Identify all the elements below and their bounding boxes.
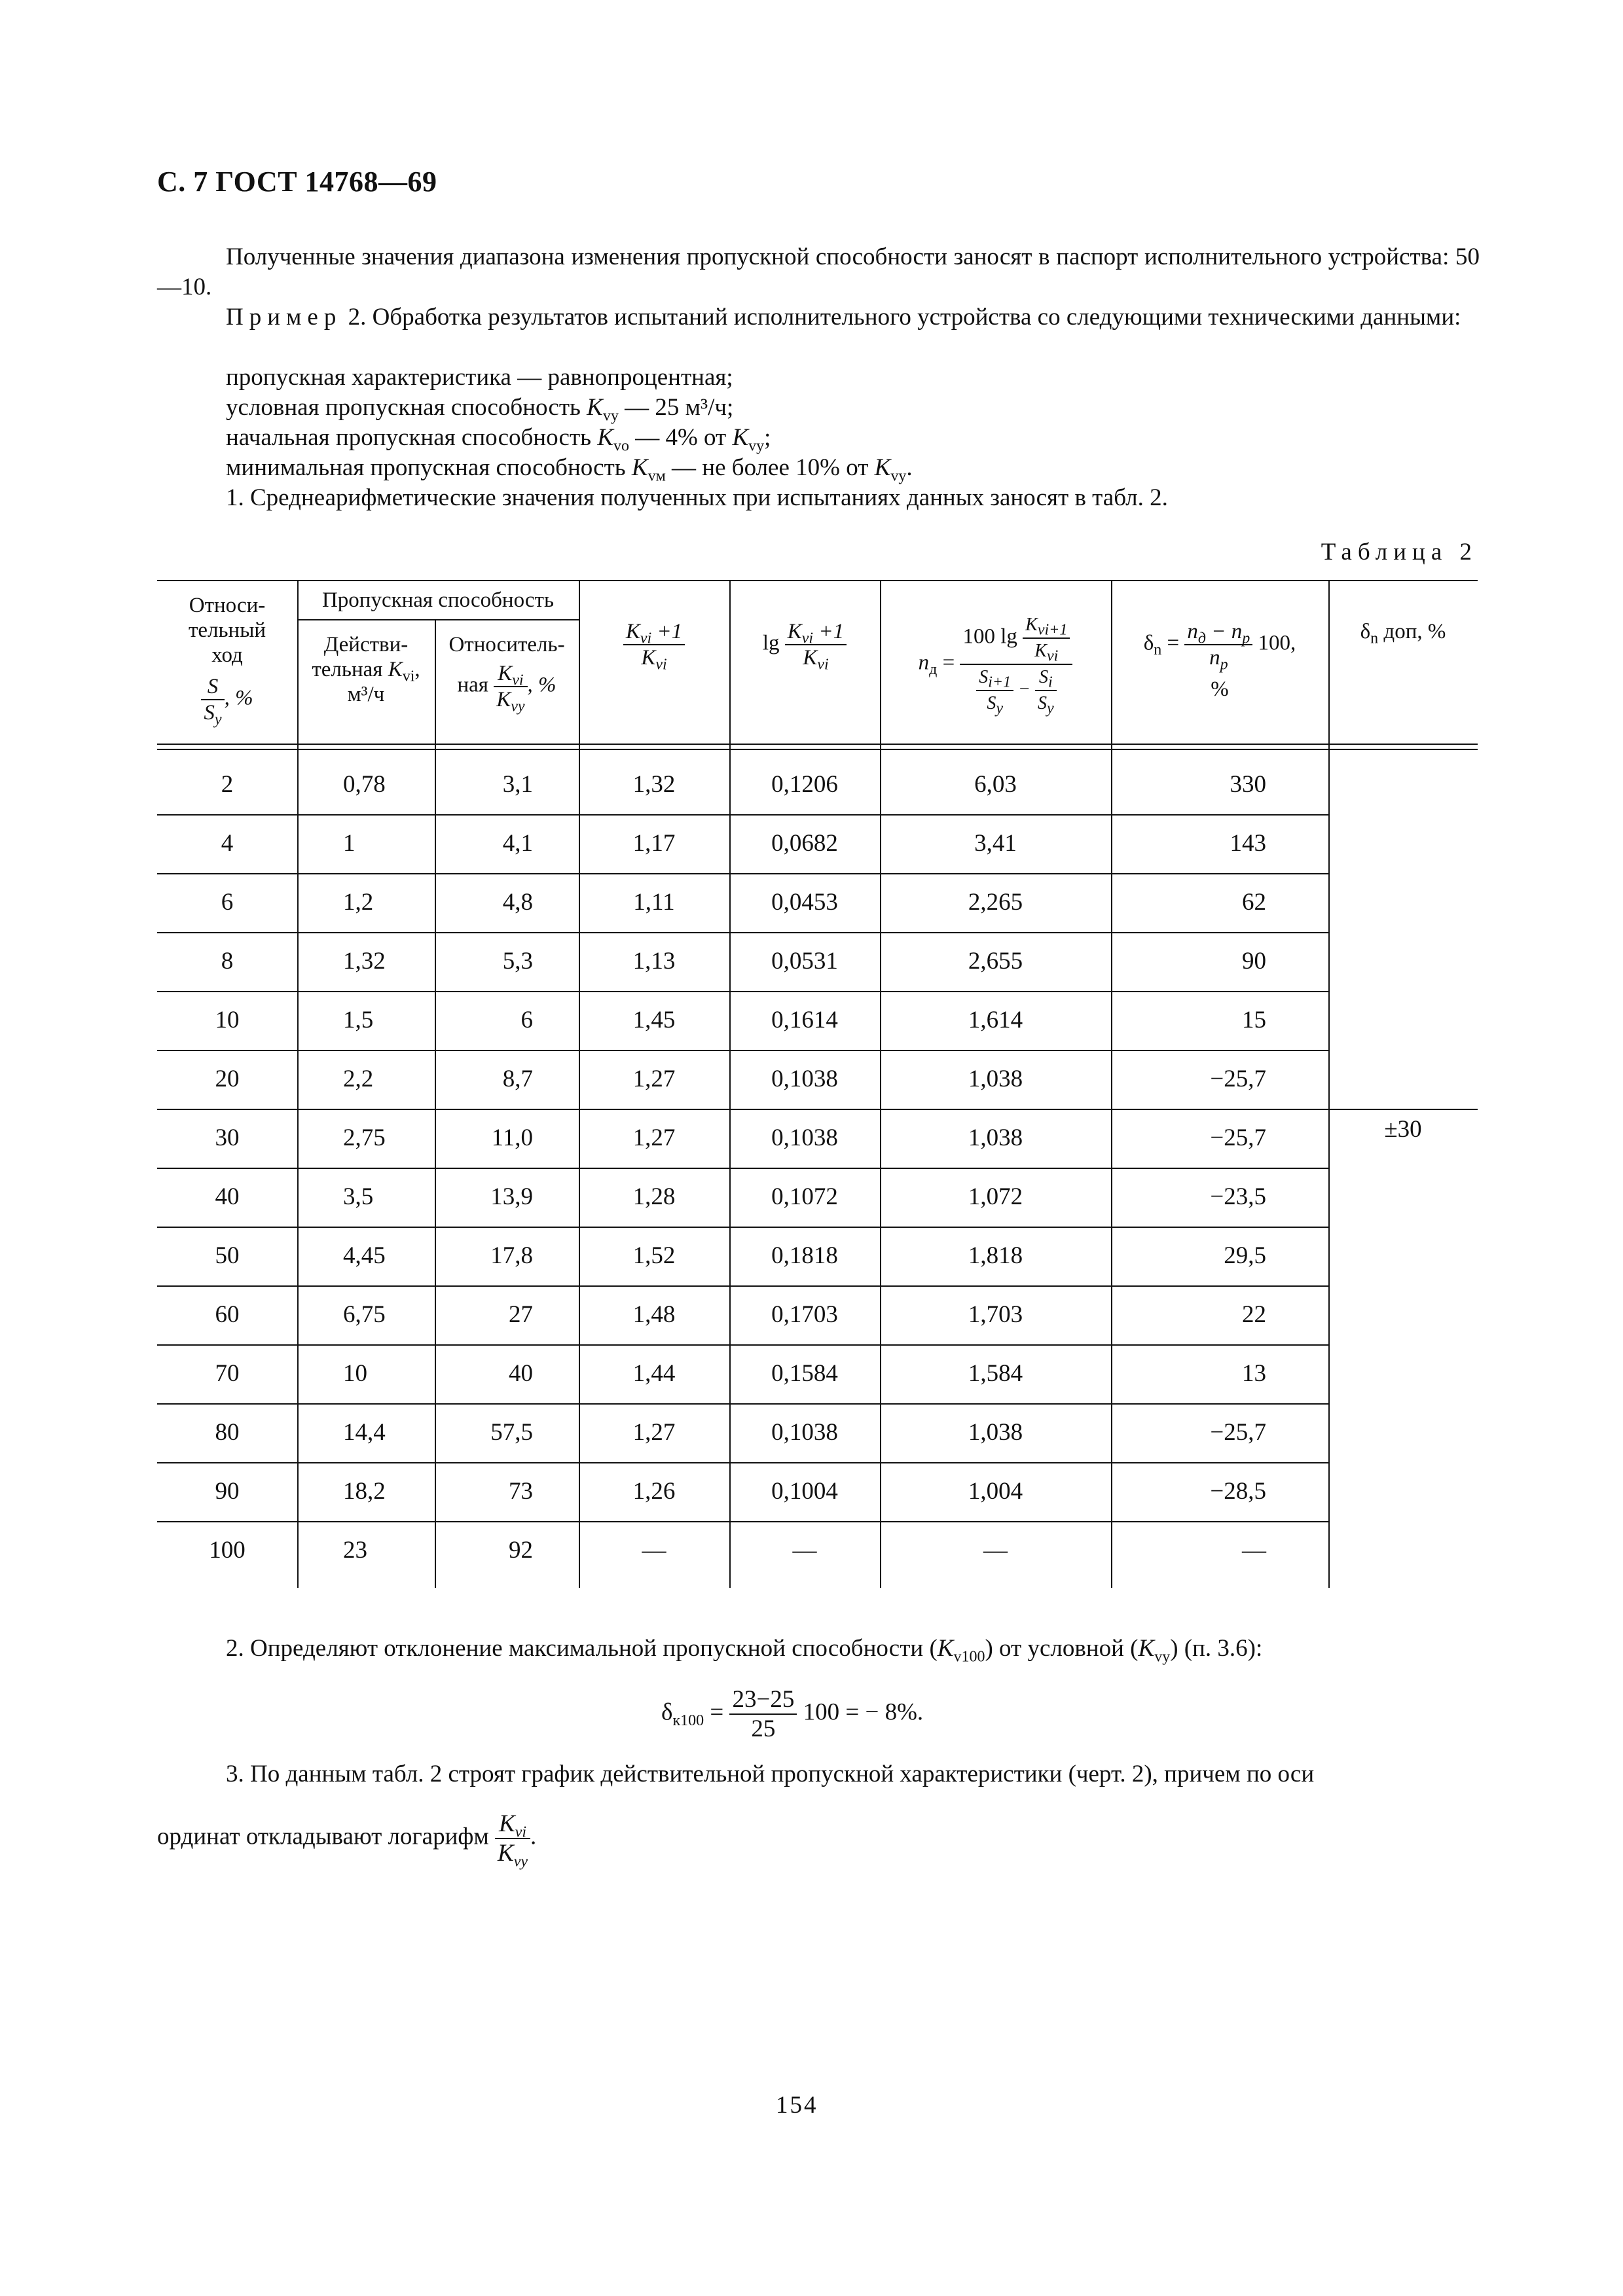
cell-actual: 1,5 <box>343 1007 374 1033</box>
cell-log: 0,0453 <box>771 889 838 916</box>
cell-n-d: 1,614 <box>968 1007 1023 1033</box>
cell-ratio: 1,28 <box>632 1183 676 1210</box>
cell-relative: 73 <box>509 1478 533 1505</box>
formula-sub: р <box>1220 656 1228 673</box>
cell-relative: 8,7 <box>502 1066 533 1092</box>
formula-var: S <box>1038 667 1048 687</box>
frac-num <box>976 665 1013 691</box>
item-3-text: 3. По данным табл. 2 строят график действительной пропускной характеристики (черт. 2), причем по оси <box>226 1761 1315 1787</box>
symbol-k: K <box>803 646 818 670</box>
cell-actual: 2,2 <box>343 1066 374 1092</box>
cell-relative: 17,8 <box>490 1242 533 1269</box>
cell-log: 0,1004 <box>771 1478 838 1505</box>
cell-delta: −23,5 <box>1210 1183 1266 1210</box>
cell-stroke: 40 <box>215 1183 240 1210</box>
frac-num <box>1035 665 1057 691</box>
cell-log: — <box>792 1537 817 1564</box>
cell-log: 0,0682 <box>771 830 838 857</box>
item-2 <box>157 1634 1480 1664</box>
cell-delta: −25,7 <box>1210 1066 1266 1092</box>
cell-ratio: 1,45 <box>632 1007 676 1033</box>
frac-den <box>494 687 527 715</box>
cell-stroke: 6 <box>221 889 234 916</box>
formula-var: n <box>1187 620 1198 643</box>
frac-num <box>785 619 847 645</box>
stroke-fraction <box>201 674 224 728</box>
cell-stroke: 70 <box>215 1360 240 1387</box>
formula-fraction <box>729 1685 797 1743</box>
example-text: 2. Обработка результатов испытаний исполнительного устройства со следующими техническими данными: <box>342 304 1461 331</box>
header-relative-stroke <box>157 593 297 728</box>
formula-eq: = <box>710 1698 724 1726</box>
cell-ratio: 1,13 <box>632 948 676 975</box>
row-rule <box>157 1109 1478 1110</box>
symbol-sub: vy <box>1154 1648 1171 1666</box>
k-fraction <box>495 1810 530 1871</box>
cell-log: 0,1703 <box>771 1301 838 1328</box>
punct: . <box>906 454 913 481</box>
cell-delta: −28,5 <box>1210 1478 1266 1505</box>
cell-log: 0,1038 <box>771 1124 838 1151</box>
cell-stroke: 2 <box>221 771 234 798</box>
cell-stroke: 50 <box>215 1242 240 1269</box>
header-text: тельный <box>188 619 266 642</box>
cell-actual: 6,75 <box>343 1301 386 1328</box>
cell-ratio: — <box>642 1537 666 1564</box>
formula-sub: i+1 <box>988 673 1012 691</box>
symbol-sub: v100 <box>953 1648 985 1666</box>
symbol-k: K <box>498 1840 514 1867</box>
symbol-k: K <box>641 646 656 670</box>
cell-relative: 57,5 <box>490 1419 533 1446</box>
symbol-k: K <box>937 1635 954 1662</box>
spec-line-4 <box>226 453 913 483</box>
cell-relative: 4,8 <box>502 889 533 916</box>
row-rule <box>157 1050 1328 1051</box>
symbol-k: K <box>1138 1635 1155 1662</box>
cell-relative: 11,0 <box>491 1124 533 1151</box>
formula-sub: n <box>1154 641 1162 659</box>
frac-num <box>623 619 685 645</box>
symbol-k: K <box>874 454 891 481</box>
formula-var: δ <box>1143 631 1154 655</box>
punct: ; <box>764 424 771 451</box>
frac-den <box>201 700 224 728</box>
formula-var: δ <box>661 1698 673 1726</box>
symbol-k: K <box>587 394 603 421</box>
cell-n-d: 1,703 <box>968 1301 1023 1328</box>
cell-n-d: 1,038 <box>968 1419 1023 1446</box>
frac-rest: +1 <box>651 620 683 643</box>
header-text-line <box>435 661 579 715</box>
spec-4-value: — не более 10% от <box>665 454 875 481</box>
header-delta-allowed <box>1328 619 1478 647</box>
cell-actual: 0,78 <box>343 771 386 798</box>
formula-sub: n <box>1370 630 1379 647</box>
cell-stroke: 90 <box>215 1478 240 1505</box>
row-rule <box>157 873 1328 874</box>
cell-actual: 14,4 <box>343 1419 386 1446</box>
cell-actual: 10 <box>343 1360 367 1387</box>
spec-2-value: — 25 м³/ч; <box>618 394 734 421</box>
delta-fraction <box>1184 619 1252 673</box>
symbol-sub: vi+1 <box>1037 621 1068 639</box>
table-caption: Таблица 2 <box>1321 539 1478 565</box>
symbol-sub: vy <box>748 437 765 455</box>
formula-sub: y <box>1046 700 1054 717</box>
cell-ratio: 1,44 <box>632 1360 676 1387</box>
frac-den <box>495 1839 530 1871</box>
symbol-sub: vi <box>655 656 667 673</box>
cell-log: 0,1584 <box>771 1360 838 1387</box>
cell-n-d: 1,004 <box>968 1478 1023 1505</box>
frac-num <box>494 661 527 687</box>
formula-var: S <box>979 667 989 687</box>
frac-num <box>495 1810 530 1839</box>
symbol-k: K <box>732 424 749 451</box>
frac-den-sub: y <box>214 711 222 728</box>
spec-line-1: пропускная характеристика — равнопроцентная; <box>226 364 733 391</box>
item-1: 1. Среднеарифметические значения полученных при испытаниях данных заносят в табл. 2. <box>226 484 1168 511</box>
cell-stroke: 80 <box>215 1419 240 1446</box>
frac-den: 25 <box>751 1715 776 1742</box>
frac-num <box>1023 613 1070 639</box>
formula-sub: д <box>1197 630 1207 647</box>
symbol-sub: vм <box>647 467 666 485</box>
item-2-text: ) (п. 3.6): <box>1170 1635 1263 1662</box>
cell-stroke: 4 <box>221 830 234 857</box>
symbol-sub: vi <box>640 630 652 647</box>
symbol-k: K <box>1034 641 1047 661</box>
cell-relative: 92 <box>509 1537 533 1564</box>
cell-actual: 4,45 <box>343 1242 386 1269</box>
cell-ratio: 1,17 <box>632 830 676 857</box>
spec-3-value: — 4% от <box>629 424 733 451</box>
header-text: м³/ч <box>347 683 385 706</box>
header-fraction-wrap <box>157 674 297 728</box>
cell-ratio: 1,52 <box>632 1242 676 1269</box>
lg-text: lg <box>762 631 780 655</box>
header-text-line: тельная $K_{vi}$, <box>312 658 420 685</box>
frac-den <box>623 645 685 673</box>
cell-stroke: 100 <box>209 1537 246 1564</box>
frac-num: $n_д - n_р$ <box>1184 619 1252 645</box>
symbol-k: K <box>499 1810 515 1837</box>
formula-var: δ <box>1360 620 1371 643</box>
header-capacity-group: Пропускная способность <box>321 588 555 612</box>
page-header: С. 7 ГОСТ 14768—69 <box>157 166 437 198</box>
cell-n-d: 2,265 <box>968 889 1023 916</box>
header-text: Действи- <box>323 633 409 656</box>
row-rule <box>157 1227 1328 1228</box>
cell-log: 0,0531 <box>771 948 838 975</box>
col-rule <box>1328 580 1330 1588</box>
symbol-sub: vy <box>602 407 619 425</box>
header-text: ная <box>457 673 488 697</box>
header-relative-capacity <box>435 632 579 715</box>
symbol-k: K <box>1025 615 1038 635</box>
frac-den <box>976 691 1013 716</box>
cell-actual: 18,2 <box>343 1478 386 1505</box>
spec-line-3 <box>226 423 771 453</box>
cell-relative: 6 <box>520 1007 533 1033</box>
symbol-sub: vo <box>613 437 629 455</box>
unit: , % <box>224 686 253 710</box>
item-2-text: 2. Определяют отклонение максимальной пропускной способности ( <box>226 1635 938 1662</box>
ratio-fraction <box>623 619 685 673</box>
cell-log: 0,1818 <box>771 1242 838 1269</box>
formula-var: n <box>918 651 930 675</box>
formula-sub: i <box>1048 673 1053 691</box>
row-rule <box>157 1344 1328 1346</box>
header-n-d-formula: $n_д$ = 100 lg $\frac{K_{vi+1}}{K_{vi}}$ $\frac{S_{i+1}}{S_y}$ − $\frac{S_i}{S_y}$ <box>880 613 1111 716</box>
cell-relative: 40 <box>509 1360 533 1387</box>
symbol-k: K <box>597 424 613 451</box>
page-number: 154 <box>776 2092 818 2119</box>
cell-log: 0,1614 <box>771 1007 838 1033</box>
cell-stroke: 20 <box>215 1066 240 1092</box>
header-text: доп, % <box>1378 620 1446 643</box>
frac-den <box>785 645 847 673</box>
frac-num: S <box>201 674 224 700</box>
cell-actual: 1,32 <box>343 948 386 975</box>
cell-ratio: 1,32 <box>632 771 676 798</box>
table-top-rule <box>157 580 1478 581</box>
formula-sub: р <box>1242 630 1250 647</box>
k-fraction <box>494 661 527 715</box>
cell-ratio: 1,27 <box>632 1124 676 1151</box>
cell-n-d: 1,072 <box>968 1183 1023 1210</box>
table-header-rule <box>157 744 1478 745</box>
unit: % <box>1211 677 1229 701</box>
cell-ratio: 1,26 <box>632 1478 676 1505</box>
row-rule <box>157 1285 1328 1287</box>
cell-n-d: 1,818 <box>968 1242 1023 1269</box>
row-rule <box>157 1521 1328 1522</box>
symbol-sub: vi <box>1046 647 1059 665</box>
paragraph-example <box>157 302 1480 332</box>
cell-delta: 330 <box>1230 771 1266 798</box>
cell-log: 0,1038 <box>771 1419 838 1446</box>
cell-delta: 90 <box>1242 948 1266 975</box>
symbol-sub: vi <box>515 1823 527 1841</box>
header-text: ход <box>211 643 243 667</box>
cell-n-d: 1,038 <box>968 1124 1023 1151</box>
table-group-rule <box>297 619 579 620</box>
symbol-k: K <box>388 658 403 681</box>
symbol-k: K <box>496 688 511 711</box>
paragraph-range-text: Полученные значения диапазона изменения пропускной способности заносят в паспорт исполнительного устройства: 50—10. <box>157 243 1480 300</box>
cell-stroke: 30 <box>215 1124 240 1151</box>
symbol-sub: vy <box>511 698 525 715</box>
n-d-fraction <box>960 613 1072 716</box>
cell-n-d: 6,03 <box>974 771 1017 798</box>
header-actual-capacity <box>297 632 435 707</box>
item-3-cont <box>157 1810 537 1871</box>
formula-var: n <box>1209 646 1220 670</box>
cell-relative: 5,3 <box>502 948 533 975</box>
row-rule <box>157 1403 1328 1405</box>
formula-text: 100 = − 8%. <box>803 1698 924 1726</box>
data-table <box>157 580 1478 1588</box>
item-3 <box>157 1759 1480 1789</box>
cell-actual: 3,5 <box>343 1183 374 1210</box>
cell-relative: 3,1 <box>502 771 533 798</box>
symbol-k: K <box>787 620 802 643</box>
paragraph-range <box>157 242 1480 302</box>
cell-delta: 29,5 <box>1224 1242 1266 1269</box>
cell-ratio: 1,48 <box>632 1301 676 1328</box>
formula-text: 100, <box>1258 631 1296 655</box>
formula-sub: д <box>929 661 938 679</box>
formula-var: S <box>1037 693 1047 713</box>
cell-delta: 15 <box>1242 1007 1266 1033</box>
row-rule <box>157 814 1328 816</box>
cell-relative: 4,1 <box>502 830 533 857</box>
cell-delta: 13 <box>1242 1360 1266 1387</box>
item-2-text: ) от условной ( <box>985 1635 1139 1662</box>
cell-actual: 23 <box>343 1537 367 1564</box>
cell-ratio: 1,27 <box>632 1419 676 1446</box>
cell-actual: 1,2 <box>343 889 374 916</box>
symbol-k: K <box>625 620 640 643</box>
cell-ratio: 1,11 <box>633 889 675 916</box>
symbol-k: K <box>631 454 648 481</box>
spec-3-label: начальная пропускная способность <box>226 424 598 451</box>
formula-var: n <box>1231 620 1243 643</box>
formula-var: S <box>987 693 996 713</box>
frac-rest: +1 <box>813 620 845 643</box>
cell-delta: −25,7 <box>1210 1419 1266 1446</box>
frac-num <box>960 613 1072 665</box>
row-rule <box>157 932 1328 933</box>
formula-text: 100 lg <box>962 624 1017 649</box>
row-rule <box>157 991 1328 992</box>
cell-actual: 2,75 <box>343 1124 386 1151</box>
cell-stroke: 8 <box>221 948 234 975</box>
row-rule <box>157 1462 1328 1463</box>
cell-delta: 22 <box>1242 1301 1266 1328</box>
frac-num: 23−25 <box>729 1685 797 1715</box>
ratio-fraction <box>785 619 847 673</box>
symbol-sub: vi <box>801 630 814 647</box>
symbol-k: K <box>498 662 513 685</box>
tolerance-value: ±30 <box>1384 1116 1422 1143</box>
spec-line-2 <box>226 393 733 423</box>
inner-fraction <box>1023 613 1070 664</box>
s-fraction <box>976 665 1013 716</box>
cell-stroke: 10 <box>215 1007 240 1033</box>
formula-sub: y <box>996 700 1003 717</box>
frac-den <box>1035 691 1057 716</box>
cell-n-d: 1,584 <box>968 1360 1023 1387</box>
formula-sub: к100 <box>672 1712 704 1729</box>
spec-2-label: условная пропускная способность <box>226 394 587 421</box>
cell-delta: — <box>1242 1537 1266 1564</box>
unit: , % <box>527 673 556 697</box>
cell-stroke: 60 <box>215 1301 240 1328</box>
cell-n-d: 3,41 <box>974 830 1017 857</box>
spec-4-label: минимальная пропускная способность <box>226 454 632 481</box>
s-fraction <box>1035 665 1057 716</box>
example-label: Пример <box>226 304 342 331</box>
cell-delta: 62 <box>1242 889 1266 916</box>
symbol-sub: vi <box>817 656 829 673</box>
cell-relative: 13,9 <box>490 1183 533 1210</box>
header-text: Относитель- <box>448 633 565 656</box>
symbol-sub: vy <box>513 1853 528 1871</box>
frac-den: $\frac{S_{i+1}}{S_y}$ − $\frac{S_i}{S_y}$ <box>960 665 1072 716</box>
formula-delta-k100 <box>661 1685 923 1743</box>
symbol-sub: vi <box>512 672 524 689</box>
symbol-sub: vy <box>890 467 907 485</box>
cell-ratio: 1,27 <box>632 1066 676 1092</box>
symbol-sub: vi <box>402 668 415 685</box>
row-rule <box>157 1168 1328 1169</box>
header-log-ratio <box>729 619 880 673</box>
cell-n-d: 2,655 <box>968 948 1023 975</box>
frac-den-text: S <box>204 701 215 725</box>
header-delta-n: $\delta_n$ = $\frac{n_д - n_р}{n_р}$ 100, % <box>1111 619 1328 702</box>
cell-delta: 143 <box>1230 830 1266 857</box>
header-ratio <box>579 619 729 673</box>
cell-n-d: 1,038 <box>968 1066 1023 1092</box>
header-text: Относи- <box>189 594 266 617</box>
cell-log: 0,1038 <box>771 1066 838 1092</box>
table-header-rule-2 <box>157 749 1478 750</box>
punct: . <box>530 1823 537 1850</box>
header-text: тельная <box>312 658 383 681</box>
cell-actual: 1 <box>343 830 356 857</box>
cell-delta: −25,7 <box>1210 1124 1266 1151</box>
cell-log: 0,1072 <box>771 1183 838 1210</box>
item-3-text: ординат откладывают логарифм <box>157 1823 489 1850</box>
cell-log: 0,1206 <box>771 771 838 798</box>
frac-den <box>1023 639 1070 664</box>
cell-relative: 27 <box>509 1301 533 1328</box>
cell-n-d: — <box>983 1537 1008 1564</box>
frac-den <box>1184 645 1252 673</box>
